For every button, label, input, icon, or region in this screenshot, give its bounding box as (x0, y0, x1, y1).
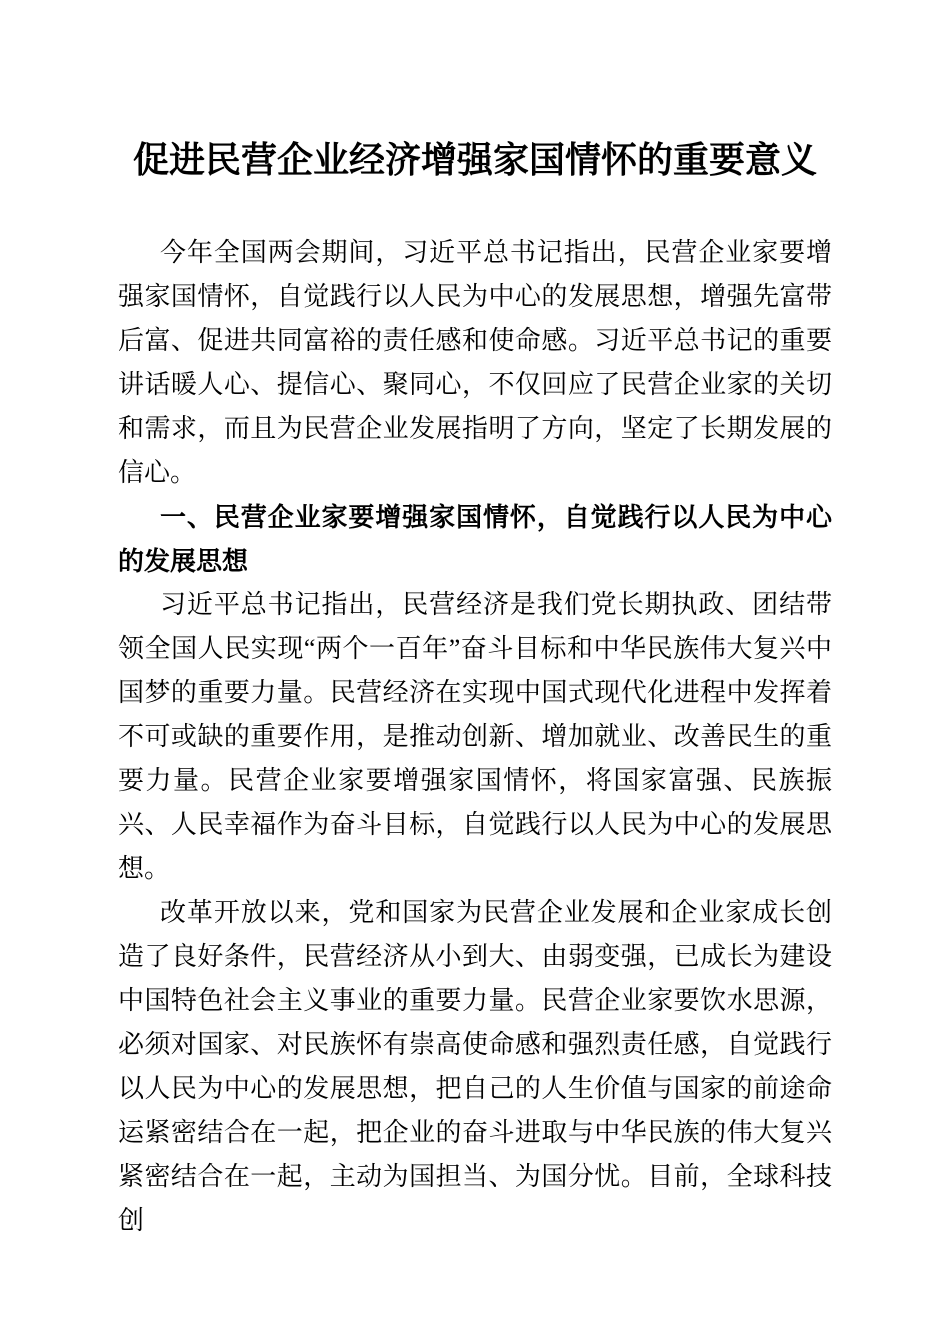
intro-paragraph: 今年全国两会期间，习近平总书记指出，民营企业家要增强家国情怀，自觉践行以人民为中心的发展思想，增强先富带后富、促进共同富裕的责任感和使命感。习近平总书记的重要讲话暖人心、提信心、聚同心，不仅回应了民营企业家的关切和需求，而且为民营企业发展指明了方向，坚定了长期发展的信心。 (118, 238, 832, 487)
section-1-paragraph-2: 改革开放以来，党和国家为民营企业发展和企业家成长创造了良好条件，民营经济从小到大、由弱变强，已成长为建设中国特色社会主义事业的重要力量。民营企业家要饮水思源，必须对国家、对民族怀有崇高使命感和强烈责任感，自觉践行以人民为中心的发展思想，把自己的人生价值与国家的前途命运紧密结合在一起，把企业的奋斗进取与中华民族的伟大复兴紧密结合在一起，主动为国担当、为国分忧。目前，全球科技创 (118, 898, 832, 1235)
document-title: 促进民营企业经济增强家国情怀的重要意义 (132, 140, 817, 180)
section-1-heading: 一、民营企业家要增强家国情怀，自觉践行以人民为中心的发展思想 (118, 502, 832, 576)
section-1-paragraph-1: 习近平总书记指出，民营经济是我们党长期执政、团结带领全国人民实现“两个一百年”奋斗目标和中华民族伟大复兴中国梦的重要力量。民营经济在实现中国式现代化进程中发挥着不可或缺的重要作用，是推动创新、增加就业、改善民生的重要力量。民营企业家要增强家国情怀，将国家富强、民族振兴、人民幸福作为奋斗目标，自觉践行以人民为中心的发展思想。 (118, 590, 832, 883)
